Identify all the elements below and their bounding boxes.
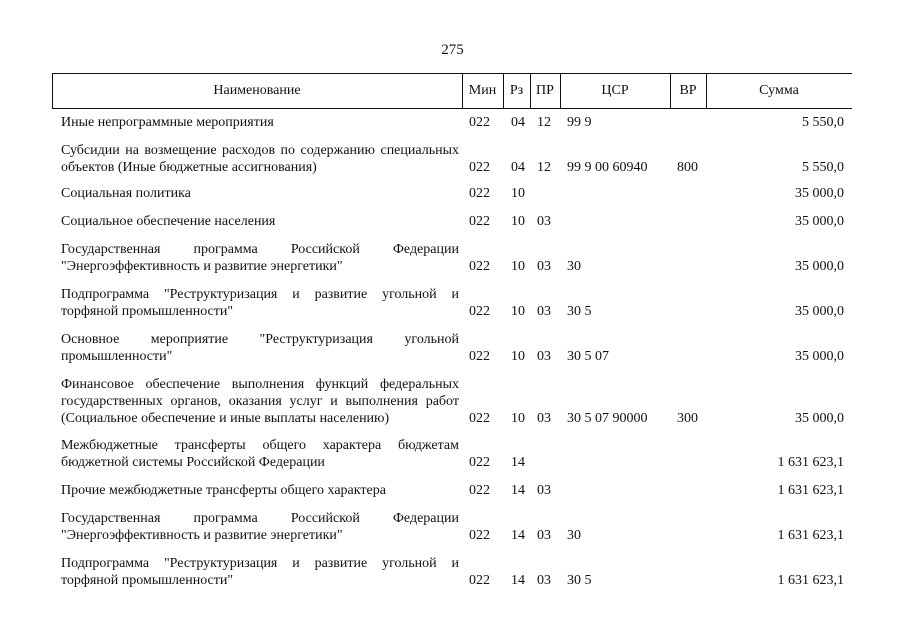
row-rz: 10 <box>511 411 525 426</box>
table-row <box>0 114 905 131</box>
row-pr: 03 <box>537 214 551 229</box>
table-row <box>0 555 905 589</box>
row-sum: 35 000,0 <box>795 259 844 274</box>
row-csr: 99 9 <box>567 115 592 130</box>
row-rz: 14 <box>511 483 525 498</box>
table-row <box>0 510 905 544</box>
row-sum: 1 631 623,1 <box>777 455 844 470</box>
row-vr: 800 <box>677 160 698 175</box>
row-min: 022 <box>469 186 490 201</box>
row-min: 022 <box>469 214 490 229</box>
header-pr: ПР <box>536 83 554 98</box>
row-min: 022 <box>469 160 490 175</box>
row-name: Субсидии на возмещение расходов по содержанию специальных объектов (Иные бюджетные ассигнования) <box>61 143 459 175</box>
table-row <box>0 213 905 230</box>
row-sum: 5 550,0 <box>802 115 844 130</box>
row-csr: 30 <box>567 259 581 274</box>
row-csr: 30 5 <box>567 573 592 588</box>
row-rz: 10 <box>511 186 525 201</box>
row-sum: 1 631 623,1 <box>777 573 844 588</box>
row-name: Финансовое обеспечение выполнения функций федеральных государственных органов, оказания услуг и выполнения работ (Социальное обеспечение и иные выплаты населению) <box>61 377 459 426</box>
row-sum: 35 000,0 <box>795 214 844 229</box>
row-rz: 14 <box>511 455 525 470</box>
row-rz: 14 <box>511 573 525 588</box>
header-vr: ВР <box>679 83 697 98</box>
row-name: Иные непрограммные мероприятия <box>61 115 274 130</box>
row-name: Государственная программа Российской Федерации "Энергоэффективность и развитие энергетики" <box>61 511 459 543</box>
row-sum: 35 000,0 <box>795 304 844 319</box>
table-row <box>0 241 905 275</box>
row-rz: 04 <box>511 160 525 175</box>
row-name: Подпрограмма "Реструктуризация и развитие угольной и торфяной промышленности" <box>61 287 459 319</box>
row-sum: 35 000,0 <box>795 186 844 201</box>
row-pr: 12 <box>537 160 551 175</box>
table-row <box>0 185 905 202</box>
header-rz: Рз <box>509 83 524 98</box>
row-pr: 03 <box>537 528 551 543</box>
row-rz: 10 <box>511 349 525 364</box>
row-name: Социальная политика <box>61 186 191 201</box>
row-sum: 35 000,0 <box>795 411 844 426</box>
row-min: 022 <box>469 259 490 274</box>
row-csr: 99 9 00 60940 <box>567 160 648 175</box>
row-rz: 10 <box>511 214 525 229</box>
row-pr: 03 <box>537 259 551 274</box>
row-min: 022 <box>469 304 490 319</box>
row-name: Подпрограмма "Реструктуризация и развитие угольной и торфяной промышленности" <box>61 556 459 588</box>
table-row <box>0 331 905 365</box>
row-min: 022 <box>469 455 490 470</box>
table-row <box>0 482 905 499</box>
header-min: Мин <box>468 83 497 98</box>
row-name: Прочие межбюджетные трансферты общего характера <box>61 483 386 498</box>
table-row <box>0 286 905 320</box>
row-pr: 03 <box>537 411 551 426</box>
row-min: 022 <box>469 528 490 543</box>
row-csr: 30 5 07 <box>567 349 609 364</box>
row-name: Государственная программа Российской Федерации "Энергоэффективность и развитие энергетики" <box>61 242 459 274</box>
row-min: 022 <box>469 115 490 130</box>
header-name: Наименование <box>213 83 301 98</box>
row-csr: 30 5 07 90000 <box>567 411 648 426</box>
row-name: Основное мероприятие "Реструктуризация угольной промышленности" <box>61 332 459 364</box>
table-row <box>0 376 905 427</box>
row-name: Межбюджетные трансферты общего характера бюджетам бюджетной системы Российской Федерации <box>61 438 459 470</box>
header-csr: ЦСР <box>601 83 629 98</box>
row-min: 022 <box>469 411 490 426</box>
row-rz: 04 <box>511 115 525 130</box>
table-row <box>0 142 905 176</box>
row-pr: 03 <box>537 573 551 588</box>
row-rz: 10 <box>511 259 525 274</box>
row-pr: 03 <box>537 304 551 319</box>
row-csr: 30 <box>567 528 581 543</box>
row-pr: 03 <box>537 349 551 364</box>
row-pr: 03 <box>537 483 551 498</box>
row-rz: 10 <box>511 304 525 319</box>
row-sum: 5 550,0 <box>802 160 844 175</box>
page-number: 275 <box>441 42 464 58</box>
row-name: Социальное обеспечение населения <box>61 214 276 229</box>
row-vr: 300 <box>677 411 698 426</box>
row-sum: 35 000,0 <box>795 349 844 364</box>
row-min: 022 <box>469 573 490 588</box>
row-min: 022 <box>469 349 490 364</box>
row-min: 022 <box>469 483 490 498</box>
row-csr: 30 5 <box>567 304 592 319</box>
header-sum: Сумма <box>759 83 799 98</box>
row-rz: 14 <box>511 528 525 543</box>
row-pr: 12 <box>537 115 551 130</box>
table-header <box>52 73 852 109</box>
row-sum: 1 631 623,1 <box>777 483 844 498</box>
row-sum: 1 631 623,1 <box>777 528 844 543</box>
table-row <box>0 437 905 471</box>
